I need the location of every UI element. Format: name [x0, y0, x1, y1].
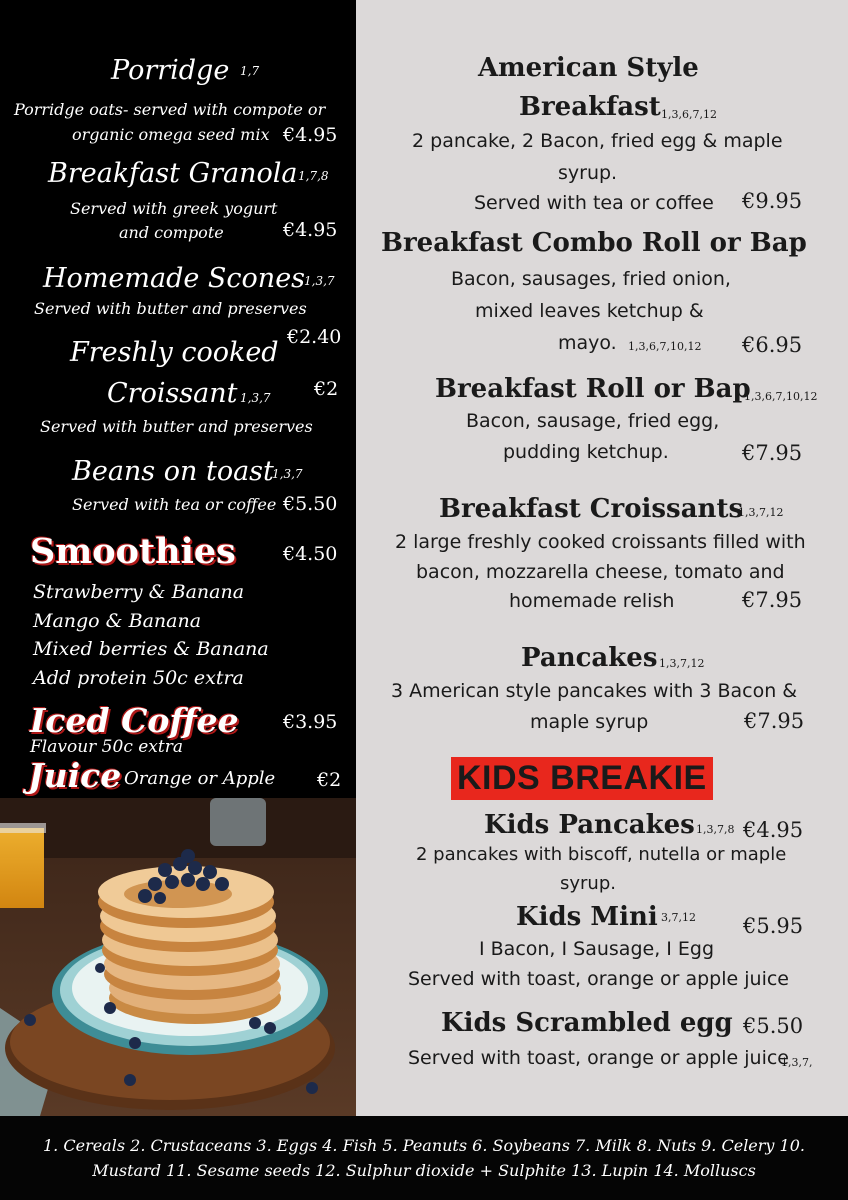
- scones-title: Homemade Scones: [43, 263, 306, 294]
- american-desc3: Served with tea or coffee: [474, 192, 714, 214]
- roll-allergens: 1,3,6,7,10,12: [744, 390, 818, 403]
- pancakes-price: €7.95: [744, 709, 805, 733]
- allergen-legend-footer: [0, 1116, 848, 1200]
- combo-title: Breakfast Combo Roll or Bap: [381, 228, 807, 258]
- american-price: €9.95: [742, 189, 803, 213]
- kids-egg-desc: Served with toast, orange or apple juice: [408, 1047, 789, 1069]
- smoothie-item: Strawberry & Banana: [33, 581, 245, 603]
- kids-mini-title: Kids Mini: [516, 902, 658, 932]
- combo-desc2: mixed leaves ketchup &: [475, 300, 704, 322]
- beans-desc: Served with tea or coffee: [72, 495, 277, 514]
- croissants-price: €7.95: [742, 588, 803, 612]
- kids-breakie-heading: KIDS BREAKIE: [451, 757, 713, 800]
- combo-allergens: 1,3,6,7,10,12: [628, 340, 702, 353]
- iced-coffee-price: €3.95: [283, 711, 338, 733]
- croissants-desc1: 2 large freshly cooked croissants filled with: [395, 531, 806, 553]
- iced-coffee-note: Flavour 50c extra: [30, 737, 183, 757]
- pancakes-desc2: maple syrup: [530, 711, 649, 733]
- croissants-title: Breakfast Croissants: [439, 494, 744, 524]
- kids-mini-price: €5.95: [743, 914, 804, 938]
- croissant-price: €2: [314, 378, 339, 400]
- roll-desc1: Bacon, sausage, fried egg,: [466, 410, 720, 432]
- smoothie-item: Mixed berries & Banana: [33, 638, 269, 660]
- juice-heading: Juice: [28, 756, 122, 795]
- croissant-title1: Freshly cooked: [70, 337, 279, 368]
- combo-price: €6.95: [742, 333, 803, 357]
- left-menu-panel: [0, 0, 356, 798]
- croissants-desc2: bacon, mozzarella cheese, tomato and: [416, 561, 785, 583]
- croissant-desc: Served with butter and preserves: [40, 417, 313, 436]
- kids-egg-title: Kids Scrambled egg: [441, 1008, 733, 1038]
- allergen-legend-line2: Mustard 11. Sesame seeds 12. Sulphur dioxide + Sulphite 13. Lupin 14. Molluscs: [92, 1161, 756, 1180]
- scones-price: €2.40: [287, 326, 342, 348]
- croissant-allergens: 1,3,7: [240, 391, 271, 405]
- juice-desc: Orange or Apple: [124, 768, 276, 789]
- kids-egg-allergens: 1,3,7,: [781, 1056, 813, 1069]
- kids-pancakes-desc2: syrup.: [560, 873, 616, 894]
- kids-egg-price: €5.50: [743, 1014, 804, 1038]
- kids-mini-desc1: I Bacon, I Sausage, I Egg: [479, 938, 715, 960]
- kids-mini-desc2: Served with toast, orange or apple juice: [408, 968, 789, 990]
- roll-title: Breakfast Roll or Bap: [435, 374, 751, 404]
- scones-allergens: 1,3,7: [304, 274, 335, 288]
- porridge-desc2: organic omega seed mix: [72, 125, 270, 144]
- smoothie-item: Add protein 50c extra: [33, 667, 244, 689]
- right-menu-panel: [356, 0, 848, 1116]
- croissant-title2: Croissant: [107, 378, 238, 409]
- roll-price: €7.95: [742, 441, 803, 465]
- beans-title: Beans on toast: [72, 456, 274, 487]
- juice-price: €2: [317, 769, 342, 791]
- iced-coffee-heading: Iced Coffee: [30, 701, 239, 740]
- granola-title: Breakfast Granola: [48, 158, 298, 189]
- pancakes-title: Pancakes: [521, 643, 658, 673]
- american-allergens: 1,3,6,7,12: [661, 108, 717, 121]
- granola-price: €4.95: [283, 219, 338, 241]
- kids-pancakes-desc1: 2 pancakes with biscoff, nutella or maple: [416, 844, 787, 865]
- smoothies-price: €4.50: [283, 543, 338, 565]
- kids-pancakes-allergens: 1,3,7,8: [696, 823, 735, 836]
- american-title2: Breakfast: [519, 92, 661, 122]
- combo-desc3: mayo.: [558, 332, 617, 354]
- smoothie-item: Mango & Banana: [33, 610, 202, 632]
- kids-pancakes-title: Kids Pancakes: [484, 810, 695, 840]
- smoothies-heading: Smoothies: [30, 531, 236, 572]
- kids-mini-allergens: 3,7,12: [661, 911, 696, 924]
- porridge-allergens: 1,7: [240, 64, 260, 78]
- pancakes-desc1: 3 American style pancakes with 3 Bacon &: [391, 680, 798, 702]
- american-desc1: 2 pancake, 2 Bacon, fried egg & maple: [412, 130, 783, 152]
- beans-allergens: 1,3,7: [272, 467, 303, 481]
- american-desc2: syrup.: [558, 162, 618, 184]
- pancake-photo: [0, 798, 356, 1116]
- pancakes-allergens: 1,3,7,12: [659, 657, 705, 670]
- croissants-desc3: homemade relish: [509, 590, 675, 612]
- scones-desc: Served with butter and preserves: [34, 299, 307, 318]
- kids-pancakes-price: €4.95: [743, 818, 804, 842]
- porridge-desc1: Porridge oats- served with compote or: [14, 100, 326, 119]
- roll-desc2: pudding ketchup.: [503, 441, 669, 463]
- combo-desc1: Bacon, sausages, fried onion,: [451, 268, 731, 290]
- granola-allergens: 1,7,8: [298, 169, 329, 183]
- beans-price: €5.50: [283, 493, 338, 515]
- porridge-price: €4.95: [283, 124, 338, 146]
- porridge-title: Porridge: [111, 55, 230, 86]
- granola-desc1: Served with greek yogurt: [70, 199, 278, 218]
- granola-desc2: and compote: [119, 223, 224, 242]
- croissants-allergens: 1,3,7,12: [738, 506, 784, 519]
- allergen-legend-line1: 1. Cereals 2. Crustaceans 3. Eggs 4. Fish 5. Peanuts 6. Soybeans 7. Milk 8. Nuts 9. Celery 10.: [43, 1136, 805, 1155]
- american-title1: American Style: [478, 53, 699, 83]
